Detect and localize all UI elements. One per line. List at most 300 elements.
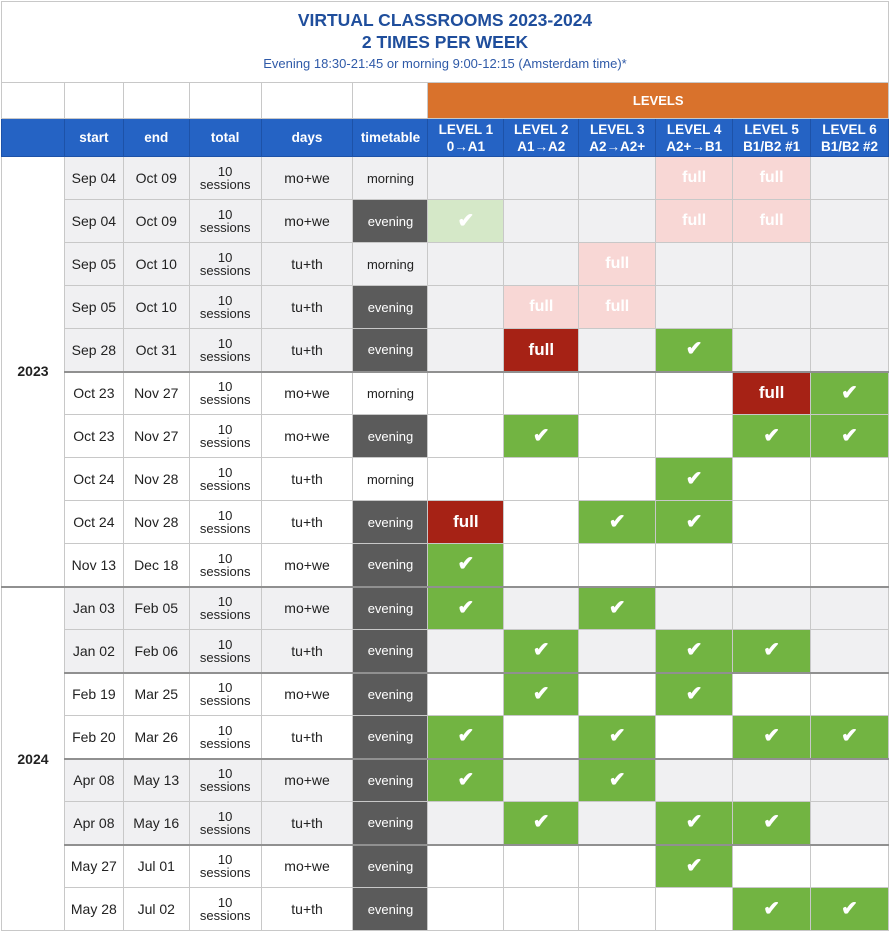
level-1-cell [428, 587, 504, 630]
session-row [2, 458, 889, 501]
session-row [2, 630, 889, 673]
timetable-cell: morning [353, 458, 428, 501]
schedule-table [1, 82, 889, 931]
level-4-cell [656, 329, 733, 372]
level-3-cell [579, 587, 656, 630]
timetable-header: timetable [353, 119, 428, 157]
start-date: Sep 04 [64, 200, 123, 243]
level-2-cell [504, 802, 579, 845]
total-header: total [189, 119, 261, 157]
start-date: May 27 [64, 845, 123, 888]
level-6-cell [811, 673, 889, 716]
level-3-cell [579, 673, 656, 716]
check-icon: ✔ [841, 725, 858, 748]
end-header: end [123, 119, 189, 157]
levels-header: LEVELS [428, 83, 889, 119]
check-icon: ✔ [841, 897, 858, 920]
session-count: 10 [217, 164, 233, 179]
end-date: Dec 18 [123, 544, 189, 587]
level-5-cell [733, 200, 811, 243]
end-date: Oct 10 [123, 243, 189, 286]
level-1-cell [428, 716, 504, 759]
level-6-cell [811, 845, 889, 888]
check-icon: ✔ [532, 811, 550, 834]
level-5-cell [733, 673, 811, 716]
total-sessions [189, 587, 261, 630]
level-1-cell [428, 759, 504, 802]
level-2-cell [504, 630, 579, 673]
level-1-cell [428, 544, 504, 587]
level-6-cell [811, 888, 889, 931]
session-unit: sessions [199, 693, 251, 709]
year-header [2, 119, 65, 157]
level-1-cell [428, 845, 504, 888]
session-count: 10 [217, 808, 233, 824]
start-date: Sep 05 [64, 286, 123, 329]
level-5-cell [733, 630, 811, 673]
level-2-cell [504, 200, 579, 243]
blank-cell [64, 83, 123, 119]
total-sessions [189, 200, 261, 243]
check-icon: ✔ [457, 768, 475, 791]
level-2-header: LEVEL 2 A1→A2 [504, 119, 579, 157]
level-6-cell [811, 759, 889, 802]
end-date: Oct 31 [123, 329, 189, 372]
check-icon: ✔ [532, 424, 550, 447]
level-1-cell [428, 888, 504, 931]
level-4-cell [656, 587, 733, 630]
session-count: 10 [217, 379, 233, 395]
total-sessions [189, 630, 261, 673]
level-6-cell [811, 544, 889, 587]
timetable-cell: evening [353, 673, 428, 716]
start-header: start [64, 119, 123, 157]
timetable-cell: morning [353, 157, 428, 200]
session-count: 10 [217, 250, 233, 265]
days: tu+th [261, 286, 353, 329]
session-unit: sessions [199, 821, 251, 837]
level-5-cell [733, 157, 811, 200]
check-icon: ✔ [685, 854, 703, 877]
session-unit: sessions [199, 306, 251, 321]
end-date: Nov 28 [123, 501, 189, 544]
timetable-cell: evening [353, 716, 428, 759]
level-6-cell [811, 372, 889, 415]
end-date: Mar 26 [123, 716, 189, 759]
level-6-cell [811, 802, 889, 845]
session-count: 10 [217, 508, 233, 523]
level-6-cell [811, 458, 889, 501]
level-3-cell [579, 802, 656, 845]
full-badge: full [605, 298, 630, 315]
days: tu+th [261, 458, 353, 501]
start-date: Oct 23 [64, 415, 123, 458]
session-unit: sessions [199, 177, 251, 192]
level-4-cell [656, 372, 733, 415]
level-2-cell [504, 587, 579, 630]
session-unit: sessions [199, 435, 251, 450]
total-sessions [189, 501, 261, 544]
level-4-cell [656, 759, 733, 802]
total-sessions [189, 888, 261, 931]
level-1-cell [428, 458, 504, 501]
level-1-cell [428, 630, 504, 673]
level-2-cell [504, 329, 579, 372]
full-badge: full [682, 169, 707, 186]
session-row [2, 329, 889, 372]
timetable-cell: evening [353, 501, 428, 544]
end-date: Mar 25 [123, 673, 189, 716]
level-3-cell [579, 415, 656, 458]
total-sessions [189, 673, 261, 716]
session-row [2, 888, 889, 931]
level-6-cell [811, 329, 889, 372]
check-icon: ✔ [608, 510, 626, 533]
level-3-cell [579, 544, 656, 587]
level-6-cell [811, 286, 889, 329]
full-badge: full [759, 212, 784, 229]
level-1-cell [428, 157, 504, 200]
end-date: May 16 [123, 802, 189, 845]
days: mo+we [261, 415, 353, 458]
check-icon: ✔ [457, 725, 475, 748]
check-icon: ✔ [763, 639, 780, 662]
end-date: Feb 06 [123, 630, 189, 673]
level-3-cell [579, 157, 656, 200]
session-count: 10 [217, 207, 233, 222]
check-icon: ✔ [763, 897, 780, 920]
timetable-cell: evening [353, 544, 428, 587]
session-row [2, 243, 889, 286]
timetable-cell: morning [353, 372, 428, 415]
start-date: Sep 28 [64, 329, 123, 372]
days: tu+th [261, 630, 353, 673]
session-row [2, 544, 889, 587]
session-count: 10 [217, 293, 233, 308]
check-icon: ✔ [608, 725, 626, 748]
total-sessions [189, 716, 261, 759]
start-date: Oct 23 [64, 372, 123, 415]
blank-cell [189, 83, 261, 119]
level-2-cell [504, 372, 579, 415]
end-date: Jul 01 [123, 845, 189, 888]
days: mo+we [261, 372, 353, 415]
level-2-cell [504, 673, 579, 716]
level-6-cell [811, 157, 889, 200]
total-sessions [189, 329, 261, 372]
level-4-cell [656, 286, 733, 329]
level-5-cell [733, 759, 811, 802]
session-unit: sessions [199, 649, 251, 665]
level-5-cell [733, 587, 811, 630]
check-icon: ✔ [457, 596, 475, 619]
total-sessions [189, 372, 261, 415]
level-6-cell [811, 200, 889, 243]
session-row [2, 802, 889, 845]
session-row [2, 759, 889, 802]
level-2-cell [504, 458, 579, 501]
level-3-cell [579, 759, 656, 802]
main-title: VIRTUAL CLASSROOMS 2023-2024 [297, 10, 593, 30]
timetable-cell: evening [353, 630, 428, 673]
session-row [2, 673, 889, 716]
level-4-cell [656, 415, 733, 458]
level-4-cell [656, 845, 733, 888]
full-badge: full [682, 212, 707, 229]
level-1-cell [428, 673, 504, 716]
check-icon: ✔ [685, 811, 703, 834]
check-icon: ✔ [685, 639, 703, 662]
timetable-cell: evening [353, 329, 428, 372]
level-5-cell [733, 372, 811, 415]
time-subtitle: Evening 18:30-21:45 or morning 9:00-12:15 (Amsterdam time)* [263, 56, 627, 71]
session-row [2, 286, 889, 329]
timetable-cell: evening [353, 587, 428, 630]
level-6-cell [811, 630, 889, 673]
days: tu+th [261, 501, 353, 544]
full-badge: full [758, 383, 785, 403]
level-4-cell [656, 544, 733, 587]
start-date: Feb 20 [64, 716, 123, 759]
level-3-cell [579, 200, 656, 243]
session-row [2, 845, 889, 888]
timetable-cell: evening [353, 415, 428, 458]
level-5-cell [733, 286, 811, 329]
start-date: Oct 24 [64, 501, 123, 544]
days: mo+we [261, 200, 353, 243]
level-1-cell [428, 243, 504, 286]
level-3-cell [579, 501, 656, 544]
level-2-cell [504, 286, 579, 329]
level-1-cell [428, 200, 504, 243]
end-date: Feb 05 [123, 587, 189, 630]
days-header: days [261, 119, 353, 157]
session-row [2, 415, 889, 458]
check-icon: ✔ [763, 424, 780, 447]
level-2-cell [504, 759, 579, 802]
timetable-cell: morning [353, 243, 428, 286]
session-count: 10 [217, 895, 233, 910]
level-5-cell [733, 243, 811, 286]
session-count: 10 [217, 550, 233, 566]
days: tu+th [261, 888, 353, 931]
session-unit: sessions [199, 220, 251, 235]
session-row [2, 200, 889, 243]
end-date: Nov 28 [123, 458, 189, 501]
session-row [2, 157, 889, 200]
total-sessions [189, 286, 261, 329]
total-sessions [189, 243, 261, 286]
check-icon: ✔ [608, 768, 626, 791]
level-2-cell [504, 888, 579, 931]
total-sessions [189, 759, 261, 802]
session-unit: sessions [199, 478, 251, 493]
start-date: Sep 05 [64, 243, 123, 286]
check-icon: ✔ [763, 811, 780, 834]
blank-cell [2, 83, 65, 119]
session-unit: sessions [199, 521, 251, 536]
session-count: 10 [217, 422, 233, 437]
check-icon: ✔ [457, 553, 475, 576]
full-badge: full [529, 298, 554, 315]
level-3-cell [579, 716, 656, 759]
check-icon: ✔ [841, 424, 858, 447]
check-icon: ✔ [763, 725, 780, 748]
days: mo+we [261, 673, 353, 716]
session-unit: sessions [199, 348, 251, 364]
level-4-cell [656, 673, 733, 716]
year-label: 2024 [2, 587, 65, 931]
timetable-cell: evening [353, 802, 428, 845]
level-4-header: LEVEL 4 A2+→B1 [656, 119, 733, 157]
start-date: Oct 24 [64, 458, 123, 501]
level-6-cell [811, 243, 889, 286]
session-unit: sessions [199, 563, 251, 579]
check-icon: ✔ [841, 381, 858, 404]
session-count: 10 [217, 335, 233, 351]
level-4-cell [656, 501, 733, 544]
session-count: 10 [217, 766, 233, 782]
timetable-cell: evening [353, 845, 428, 888]
level-4-cell [656, 630, 733, 673]
days: mo+we [261, 544, 353, 587]
full-badge: full [453, 512, 479, 531]
level-2-cell [504, 415, 579, 458]
level-4-cell [656, 200, 733, 243]
level-4-cell [656, 157, 733, 200]
session-row [2, 716, 889, 759]
total-sessions [189, 845, 261, 888]
check-icon: ✔ [685, 338, 703, 361]
days: mo+we [261, 157, 353, 200]
end-date: Jul 02 [123, 888, 189, 931]
level-5-cell [733, 501, 811, 544]
level-4-cell [656, 888, 733, 931]
end-date: Nov 27 [123, 415, 189, 458]
start-date: Sep 04 [64, 157, 123, 200]
total-sessions [189, 802, 261, 845]
level-5-cell [733, 458, 811, 501]
days: tu+th [261, 716, 353, 759]
level-2-cell [504, 157, 579, 200]
check-icon: ✔ [532, 682, 550, 705]
start-date: Apr 08 [64, 759, 123, 802]
level-2-cell [504, 544, 579, 587]
level-5-cell [733, 802, 811, 845]
blank-cell [261, 83, 353, 119]
session-row [2, 372, 889, 415]
level-6-header: LEVEL 6 B1/B2 #2 [811, 119, 889, 157]
level-4-cell [656, 802, 733, 845]
column-header-row [2, 119, 889, 157]
end-date: Nov 27 [123, 372, 189, 415]
timetable-cell: evening [353, 286, 428, 329]
session-count: 10 [217, 680, 233, 696]
check-icon: ✔ [608, 596, 626, 619]
level-4-cell [656, 716, 733, 759]
level-3-cell [579, 372, 656, 415]
end-date: Oct 09 [123, 200, 189, 243]
title-block [1, 1, 889, 83]
days: tu+th [261, 802, 353, 845]
level-3-cell [579, 888, 656, 931]
level-5-cell [733, 544, 811, 587]
levels-band-row [2, 83, 889, 119]
level-6-cell [811, 501, 889, 544]
secondary-title: 2 TIMES PER WEEK [361, 32, 529, 52]
level-1-cell [428, 501, 504, 544]
level-5-cell [733, 716, 811, 759]
check-icon: ✔ [532, 639, 550, 662]
level-1-header: LEVEL 1 0→A1 [428, 119, 504, 157]
level-3-cell [579, 243, 656, 286]
start-date: Jan 03 [64, 587, 123, 630]
end-date: Oct 10 [123, 286, 189, 329]
year-label: 2023 [2, 157, 65, 587]
level-5-cell [733, 845, 811, 888]
session-unit: sessions [199, 263, 251, 278]
level-1-cell [428, 286, 504, 329]
days: tu+th [261, 243, 353, 286]
session-row [2, 501, 889, 544]
level-5-cell [733, 415, 811, 458]
session-count: 10 [217, 465, 233, 480]
check-icon: ✔ [685, 467, 703, 490]
total-sessions [189, 458, 261, 501]
level-1-cell [428, 372, 504, 415]
session-unit: sessions [199, 779, 251, 795]
session-count: 10 [217, 594, 233, 610]
check-icon: ✔ [685, 682, 703, 705]
level-3-cell [579, 458, 656, 501]
session-unit: sessions [199, 908, 251, 923]
full-badge: full [605, 255, 630, 272]
session-unit: sessions [199, 735, 251, 751]
level-3-cell [579, 286, 656, 329]
timetable-cell: evening [353, 759, 428, 802]
level-2-cell [504, 845, 579, 888]
session-count: 10 [217, 852, 233, 868]
level-6-cell [811, 587, 889, 630]
level-5-header: LEVEL 5 B1/B2 #1 [733, 119, 811, 157]
level-4-cell [656, 458, 733, 501]
level-4-cell [656, 243, 733, 286]
full-badge: full [759, 169, 784, 186]
start-date: Apr 08 [64, 802, 123, 845]
level-1-cell [428, 415, 504, 458]
check-icon: ✔ [457, 209, 475, 232]
level-2-cell [504, 243, 579, 286]
total-sessions [189, 544, 261, 587]
session-count: 10 [217, 722, 233, 738]
days: mo+we [261, 587, 353, 630]
level-1-cell [428, 802, 504, 845]
level-5-cell [733, 329, 811, 372]
timetable-cell: evening [353, 888, 428, 931]
level-5-cell [733, 888, 811, 931]
session-row [2, 587, 889, 630]
schedule-sheet [1, 1, 889, 925]
total-sessions [189, 415, 261, 458]
start-date: May 28 [64, 888, 123, 931]
level-3-cell [579, 845, 656, 888]
level-6-cell [811, 415, 889, 458]
level-3-cell [579, 630, 656, 673]
level-2-cell [504, 716, 579, 759]
session-count: 10 [217, 636, 233, 652]
level-3-header: LEVEL 3 A2→A2+ [579, 119, 656, 157]
timetable-cell: evening [353, 200, 428, 243]
